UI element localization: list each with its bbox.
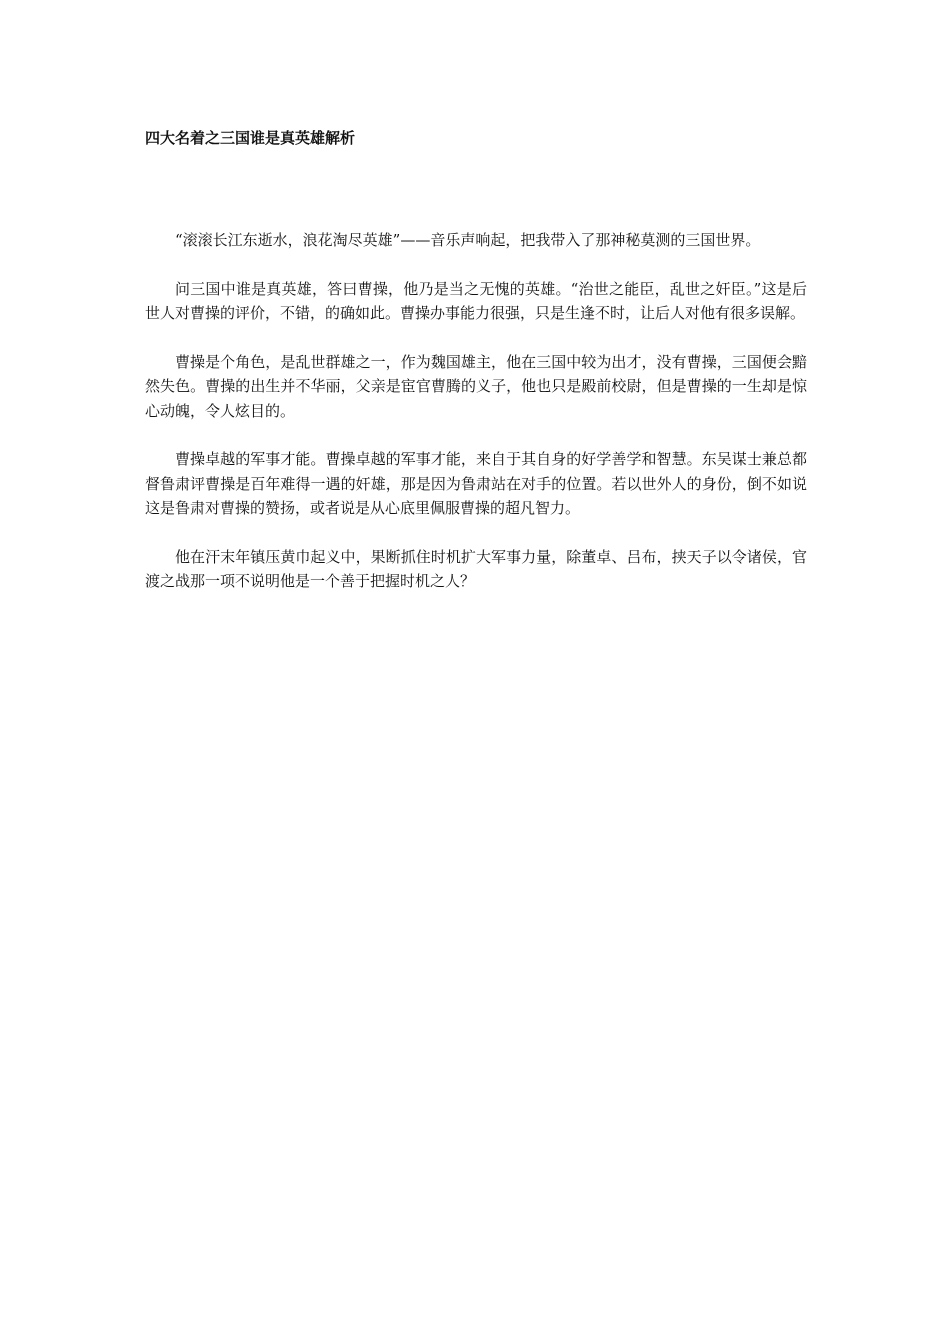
paragraph-5: 他在汗末年镇压黄巾起义中，果断抓住时机扩大军事力量，除董卓、吕布，挟天子以令诸侯，官渡之战那一项不说明他是一个善于把握时机之人？: [145, 547, 807, 590]
document-body: [145, 228, 807, 618]
paragraph-3: 曹操是个角色，是乱世群雄之一，作为魏国雄主，他在三国中较为出才，没有曹操，三国便会黯然失色。曹操的出生并不华丽，父亲是宦官曹腾的义子，他也只是殿前校尉，但是曹操的一生却是惊心动魄，令人炫目的。: [145, 352, 807, 420]
paragraph-4: 曹操卓越的军事才能。曹操卓越的军事才能，来自于其自身的好学善学和智慧。东吴谋士兼总都督鲁肃评曹操是百年难得一遇的奸雄，那是因为鲁肃站在对手的位置。若以世外人的身份，倒不如说这是鲁肃对曹操的赞扬，或者说是从心底里佩服曹操的超凡智力。: [145, 450, 807, 517]
paragraph-1: “滚滚长江东逝水，浪花淘尽英雄”——音乐声响起，把我带入了那神秘莫测的三国世界。: [175, 231, 761, 249]
paragraph-2: 问三国中谁是真英雄，答曰曹操，他乃是当之无愧的英雄。“治世之能臣，乱世之奸臣。”这是后世人对曹操的评价，不错，的确如此。曹操办事能力很强，只是生逢不时，让后人对他有很多误解。: [145, 279, 807, 322]
document-title: 四大名着之三国谁是真英雄解析: [145, 129, 356, 147]
